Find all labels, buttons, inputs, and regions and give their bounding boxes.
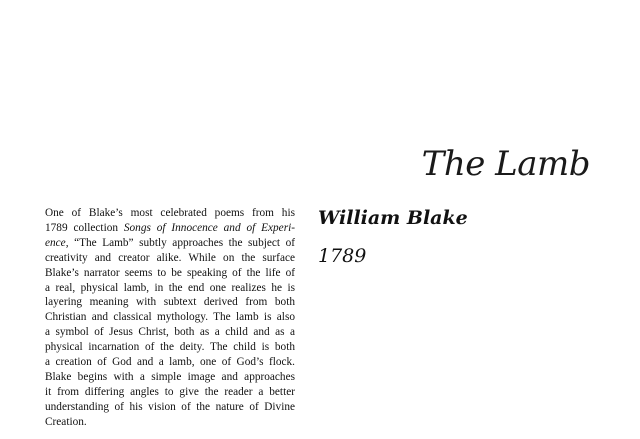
intro-line: understanding of his vision of the nature of Divine <box>45 400 295 413</box>
intro-line: ence, “The Lamb” subtly approaches the subject of <box>45 236 295 249</box>
intro-line: Blake begins with a simple image and approaches <box>45 370 295 383</box>
intro-line: Creation. <box>45 415 87 428</box>
intro-paragraph <box>45 206 295 430</box>
intro-line: a creation of God and a lamb, one of God’s flock. <box>45 356 295 369</box>
poem-title: The Lamb <box>421 144 590 184</box>
intro-line: creativity and creator alike. While on the surface <box>45 251 295 264</box>
intro-line: a real, physical lamb, in the end one realizes he is <box>45 281 295 294</box>
collection-title: ence, <box>45 236 69 249</box>
intro-line: it from differing angles to give the reader a better <box>45 385 295 398</box>
intro-line: Blake’s narrator seems to be speaking of the life of <box>45 266 295 279</box>
intro-line: a symbol of Jesus Christ, both as a child and as a <box>45 326 295 339</box>
poem-author: William Blake <box>318 207 468 229</box>
intro-line: physical incarnation of the deity. The child is both <box>45 341 295 354</box>
intro-line: Christian and classical mythology. The lamb is also <box>45 311 295 324</box>
collection-title: Songs of Innocence and of Experi- <box>123 221 295 234</box>
intro-line: 1789 collection Songs of Innocence and of Experi- <box>45 221 295 234</box>
intro-line: layering meaning with subtext derived from both <box>45 296 295 309</box>
poem-year: 1789 <box>318 245 367 267</box>
intro-line: One of Blake’s most celebrated poems from his <box>45 207 295 219</box>
